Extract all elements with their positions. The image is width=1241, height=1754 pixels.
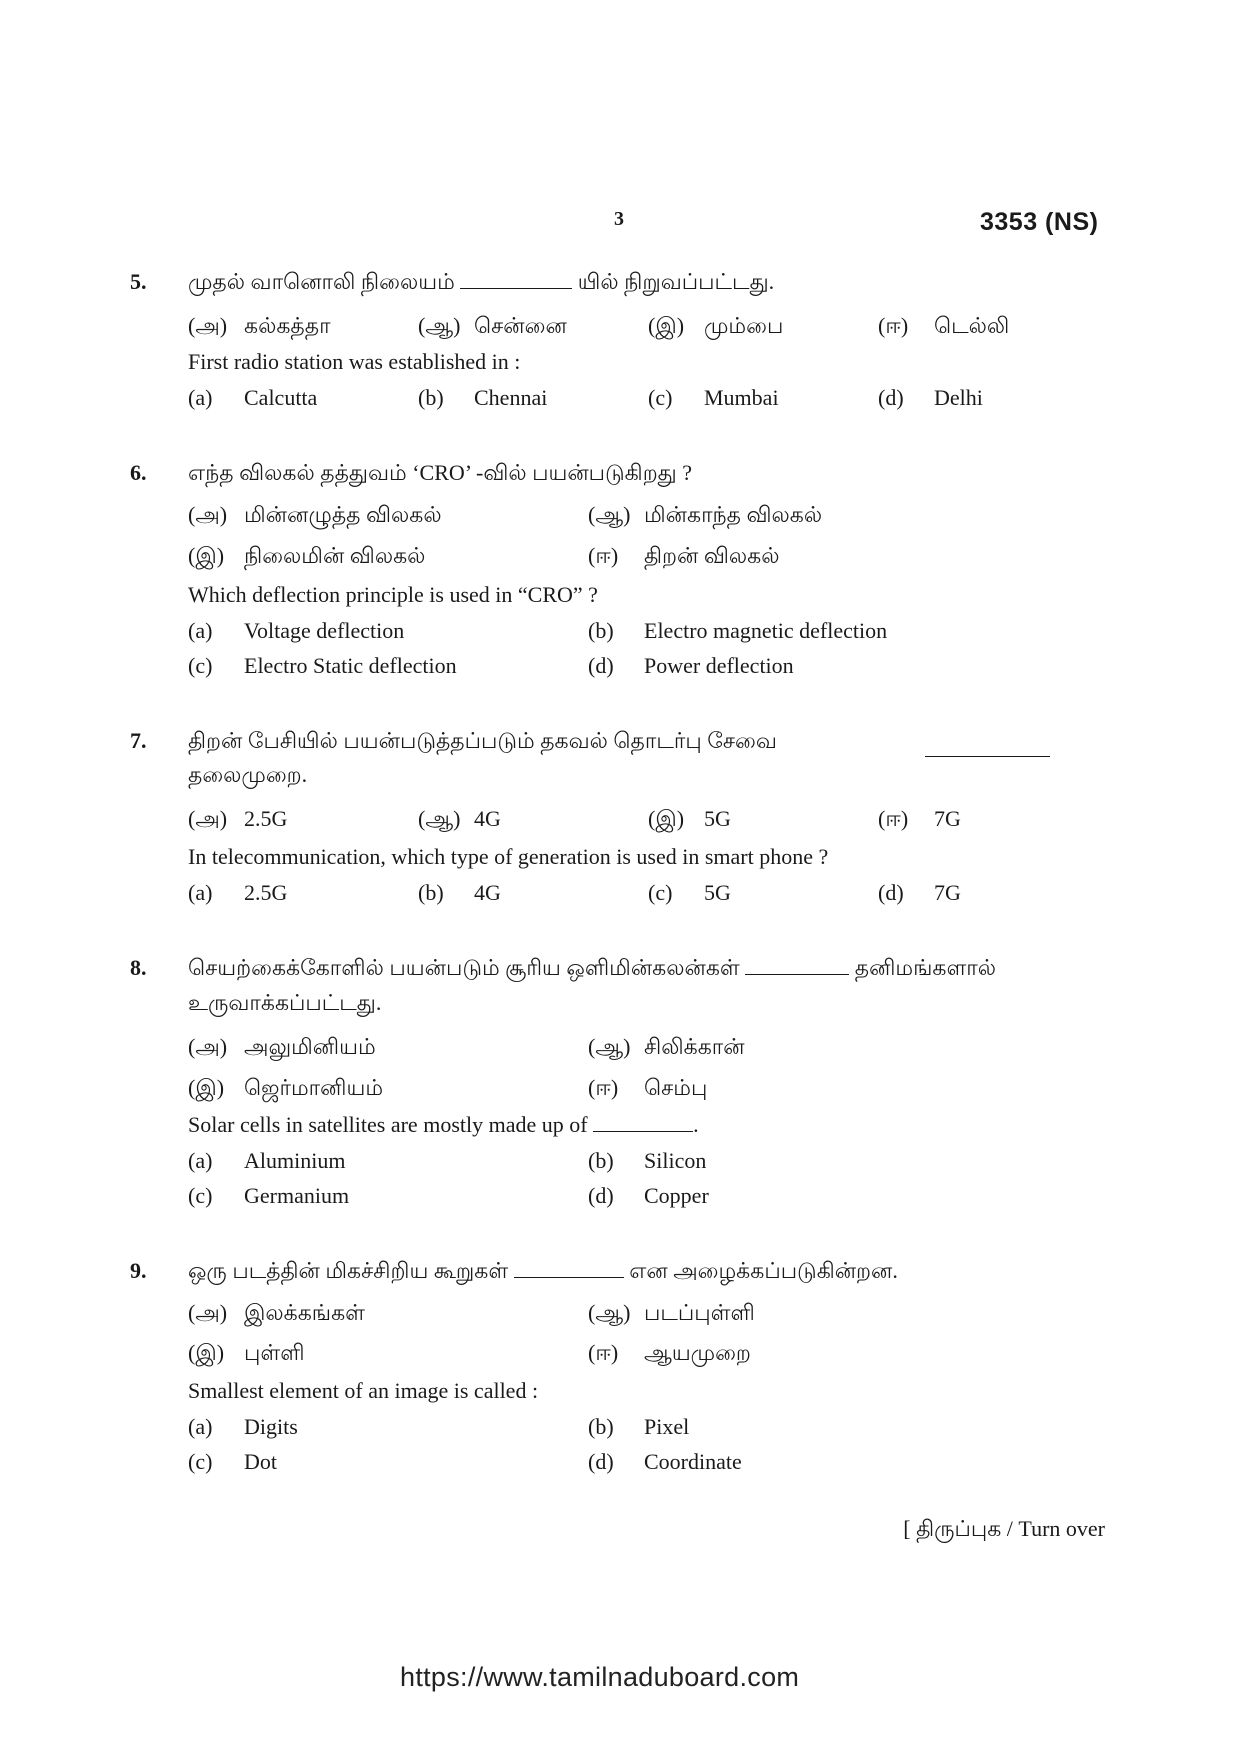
option-label: (ஈ) <box>588 1075 619 1100</box>
option-label: (b) <box>588 1414 614 1439</box>
answer-blank <box>460 270 572 289</box>
option-text: Electro magnetic deflection <box>644 618 888 643</box>
option-text: Copper <box>644 1183 709 1208</box>
option-text: 5G <box>704 880 731 905</box>
option-label: (c) <box>188 1449 213 1474</box>
option-text: Power deflection <box>644 653 794 678</box>
question-5-tamil-part1: முதல் வானொலி நிலையம் <box>188 269 455 294</box>
option-label: (a) <box>188 385 213 410</box>
question-8-tamil-part2: தனிமங்களால் <box>854 955 997 980</box>
question-9-tamil <box>188 1258 898 1287</box>
option-label: (அ) <box>188 502 228 527</box>
option-label: (அ) <box>188 1300 228 1325</box>
option-text: கல்கத்தா <box>244 313 331 338</box>
paper-code: 3353 (NS) <box>980 208 1099 236</box>
option-text: அலுமினியம் <box>244 1034 376 1059</box>
question-number-7: 7. <box>130 728 147 753</box>
option-label: (அ) <box>188 313 228 338</box>
question-8-english-period: . <box>693 1112 699 1137</box>
option-label: (d) <box>878 880 904 905</box>
question-number-8: 8. <box>130 955 147 980</box>
option-text: மின்னழுத்த விலகல் <box>244 502 442 527</box>
option-text: 2.5G <box>244 806 288 831</box>
question-6-english: Which deflection principle is used in “CRO” ? <box>188 582 598 607</box>
option-label: (ஆ) <box>418 806 461 831</box>
question-number-9: 9. <box>130 1258 147 1283</box>
option-label: (b) <box>588 618 614 643</box>
option-text: டெல்லி <box>934 313 1010 338</box>
option-label: (d) <box>588 1449 614 1474</box>
option-label: (c) <box>648 880 673 905</box>
option-text: 2.5G <box>244 880 288 905</box>
option-label: (b) <box>418 385 444 410</box>
option-text: ஆயமுறை <box>644 1340 751 1365</box>
question-5-tamil-part2: யில் நிறுவப்பட்டது. <box>577 269 775 294</box>
option-text: 5G <box>704 806 731 831</box>
option-text: 4G <box>474 880 501 905</box>
option-text: Delhi <box>934 385 983 410</box>
option-text: மின்காந்த விலகல் <box>644 502 823 527</box>
option-label: (d) <box>588 653 614 678</box>
question-5-tamil <box>188 269 774 298</box>
question-9-tamil-part2: என அழைக்கப்படுகின்றன. <box>629 1258 898 1283</box>
option-label: (ஈ) <box>878 806 909 831</box>
question-number-5: 5. <box>130 269 147 294</box>
option-text: படப்புள்ளி <box>644 1300 755 1325</box>
question-8-tamil-line1 <box>188 955 996 984</box>
option-label: (ஆ) <box>588 1034 631 1059</box>
question-7-english: In telecommunication, which type of generation is used in smart phone ? <box>188 844 829 869</box>
answer-blank <box>514 1259 624 1278</box>
option-text: 4G <box>474 806 501 831</box>
option-label: (அ) <box>188 1034 228 1059</box>
option-label: (d) <box>588 1183 614 1208</box>
option-label: (c) <box>648 385 673 410</box>
option-label: (a) <box>188 618 213 643</box>
answer-blank <box>925 738 1050 757</box>
option-text: இலக்கங்கள் <box>244 1300 365 1325</box>
page-number: 3 <box>614 208 624 230</box>
option-label: (ஆ) <box>588 502 631 527</box>
option-label: (ஈ) <box>588 543 619 568</box>
option-text: Chennai <box>474 385 548 410</box>
option-label: (இ) <box>188 1075 225 1100</box>
option-label: (c) <box>188 653 213 678</box>
source-url[interactable]: https://www.tamilnaduboard.com <box>400 1662 800 1692</box>
question-7-tamil-line2: தலைமுறை. <box>188 762 308 787</box>
turn-over-note: [ திருப்புக / Turn over <box>903 1516 1105 1541</box>
option-text: Calcutta <box>244 385 318 410</box>
option-text: Dot <box>244 1449 277 1474</box>
question-8-english <box>188 1112 699 1138</box>
option-text: Electro Static deflection <box>244 653 457 678</box>
option-label: (இ) <box>648 806 685 831</box>
option-label: (b) <box>418 880 444 905</box>
option-label: (ஈ) <box>588 1340 619 1365</box>
question-number-6: 6. <box>130 460 147 485</box>
question-8-tamil-line2: உருவாக்கப்பட்டது. <box>188 990 382 1015</box>
option-label: (a) <box>188 1414 213 1439</box>
option-label: (ஆ) <box>418 313 461 338</box>
option-text: நிலைமின் விலகல் <box>244 543 426 568</box>
option-text: Coordinate <box>644 1449 742 1474</box>
answer-blank <box>745 956 849 975</box>
option-text: புள்ளி <box>244 1340 305 1365</box>
option-text: சிலிக்கான் <box>644 1034 745 1059</box>
question-8-english-text: Solar cells in satellites are mostly made up of <box>188 1112 588 1137</box>
question-9-tamil-part1: ஒரு படத்தின் மிகச்சிறிய கூறுகள் <box>188 1258 509 1283</box>
option-text: Voltage deflection <box>244 618 405 643</box>
question-9-english: Smallest element of an image is called : <box>188 1378 539 1403</box>
option-label: (இ) <box>648 313 685 338</box>
option-label: (c) <box>188 1183 213 1208</box>
option-text: Pixel <box>644 1414 690 1439</box>
option-text: Mumbai <box>704 385 779 410</box>
option-label: (அ) <box>188 806 228 831</box>
option-text: திறன் விலகல் <box>644 543 780 568</box>
option-text: Germanium <box>244 1183 350 1208</box>
option-text: 7G <box>934 806 961 831</box>
option-label: (இ) <box>188 1340 225 1365</box>
option-label: (a) <box>188 880 213 905</box>
option-text: Digits <box>244 1414 298 1439</box>
option-label: (a) <box>188 1148 213 1173</box>
option-text: மும்பை <box>704 313 784 338</box>
question-8-tamil-part1: செயற்கைக்கோளில் பயன்படும் சூரிய ஒளிமின்கலன்கள் <box>188 955 740 980</box>
option-label: (ஈ) <box>878 313 909 338</box>
option-text: 7G <box>934 880 961 905</box>
option-text: சென்னை <box>474 313 567 338</box>
option-label: (d) <box>878 385 904 410</box>
option-text: Silicon <box>644 1148 707 1173</box>
question-5-english: First radio station was established in : <box>188 349 521 374</box>
option-label: (இ) <box>188 543 225 568</box>
question-6-tamil: எந்த விலகல் தத்துவம் ‘CRO’ -வில் பயன்படுகிறது ? <box>188 460 693 485</box>
option-text: ஜெர்மானியம் <box>244 1075 384 1100</box>
answer-blank <box>593 1113 693 1132</box>
option-label: (b) <box>588 1148 614 1173</box>
option-text: செம்பு <box>644 1075 708 1100</box>
option-text: Aluminium <box>244 1148 346 1173</box>
option-label: (ஆ) <box>588 1300 631 1325</box>
question-7-tamil-line1: திறன் பேசியில் பயன்படுத்தப்படும் தகவல் தொடர்பு சேவை <box>188 728 777 753</box>
